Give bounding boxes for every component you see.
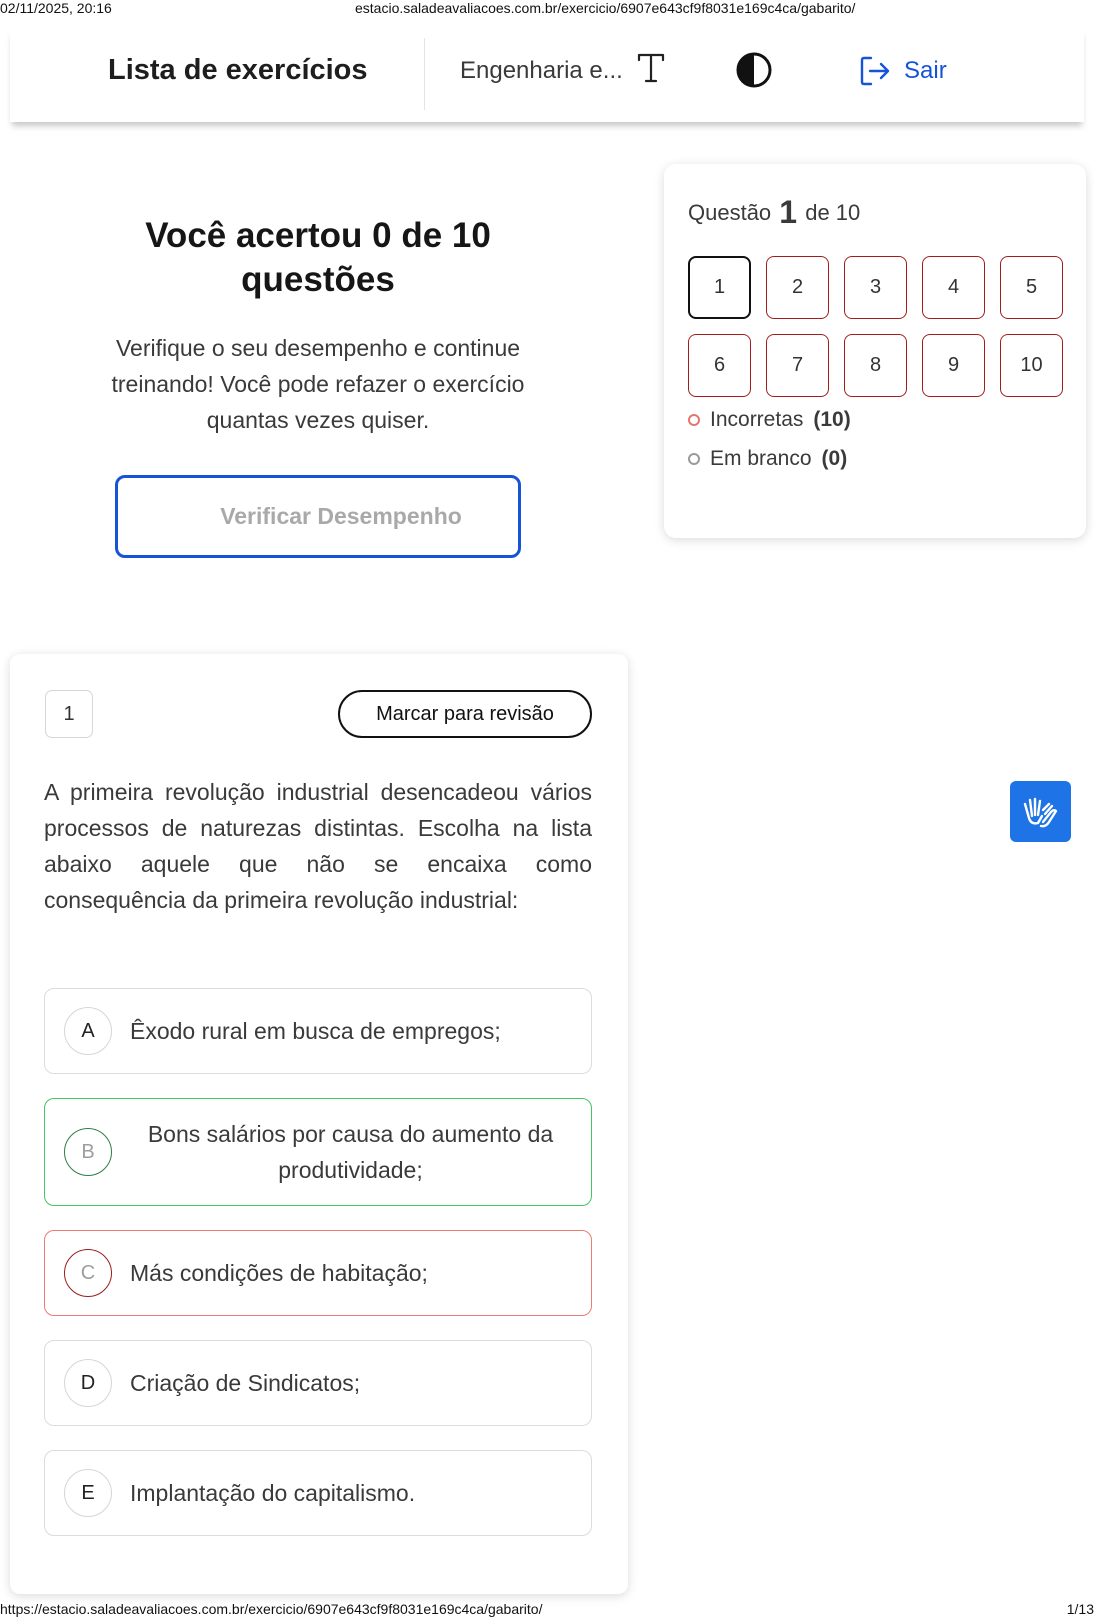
result-title: Você acertou 0 de 10 questões [145, 216, 491, 299]
question-counter [688, 194, 860, 231]
question-nav-button[interactable]: 1 [688, 256, 751, 319]
question-nav-button[interactable]: 5 [1000, 256, 1063, 319]
legend-incorrect [688, 408, 851, 432]
question-nav-button[interactable]: 9 [922, 334, 985, 397]
question-nav-button[interactable]: 10 [1000, 334, 1063, 397]
app-header [10, 28, 1084, 122]
course-name[interactable]: Engenharia e... [460, 57, 623, 84]
mark-for-review-button[interactable]: Marcar para revisão [338, 690, 592, 738]
question-counter-suffix: de 10 [805, 200, 861, 225]
question-counter-prefix: Questão [688, 200, 772, 225]
option-b-correct[interactable] [44, 1098, 592, 1206]
question-nav-button[interactable]: 7 [766, 334, 829, 397]
result-description: Verifique o seu desempenho e continue treinando! Você pode refazer o exercício quantas vezes quiser. [111, 335, 525, 433]
question-nav-button[interactable]: 2 [766, 256, 829, 319]
print-page-counter: 1/13 [1066, 1601, 1094, 1617]
header-divider [424, 38, 425, 110]
legend-incorrect-label: Incorretas [710, 408, 804, 431]
print-timestamp: 02/11/2025, 20:16 [0, 0, 112, 16]
question-number-badge: 1 [45, 690, 93, 738]
option-text: Más condições de habitação; [130, 1260, 428, 1286]
verify-performance-button[interactable]: Verificar Desempenho [115, 475, 521, 558]
option-text: Implantação do capitalismo. [130, 1480, 416, 1506]
libras-accessibility-button[interactable] [1010, 781, 1071, 842]
page-title: Lista de exercícios [108, 54, 368, 86]
option-letter: A [64, 1007, 112, 1055]
option-letter: E [64, 1469, 112, 1517]
option-text: Bons salários por causa do aumento da produtividade; [147, 1121, 554, 1183]
question-nav-button[interactable]: 8 [844, 334, 907, 397]
option-a[interactable] [44, 988, 592, 1074]
font-size-icon[interactable] [634, 48, 668, 88]
question-grid [688, 256, 1063, 397]
question-stem: A primeira revolução industrial desencadeou vários processos de naturezas distintas. Escolha na lista abaixo aquele que não se encaixa como consequência da primeira revolução industrial: [44, 779, 592, 913]
blank-dot-icon [688, 453, 700, 465]
legend-blank-count: (0) [821, 447, 848, 470]
incorrect-dot-icon [688, 414, 700, 426]
option-letter: C [64, 1249, 112, 1297]
print-url: estacio.saladeavaliacoes.com.br/exercicio/6907e643cf9f8031e169c4ca/gabarito/ [355, 0, 856, 16]
question-nav-button[interactable]: 3 [844, 256, 907, 319]
print-header [0, 0, 1094, 18]
option-c-wrong[interactable] [44, 1230, 592, 1316]
question-nav-button[interactable]: 6 [688, 334, 751, 397]
print-footer-url: https://estacio.saladeavaliacoes.com.br/exercicio/6907e643cf9f8031e169c4ca/gabarito/ [0, 1601, 543, 1617]
option-d[interactable] [44, 1340, 592, 1426]
logout-button[interactable] [858, 54, 947, 88]
question-nav-button[interactable]: 4 [922, 256, 985, 319]
question-navigator [664, 164, 1086, 538]
legend-incorrect-count: (10) [813, 408, 851, 431]
question-card [10, 654, 628, 1594]
option-text: Êxodo rural em busca de empregos; [130, 1018, 501, 1044]
option-e[interactable] [44, 1450, 592, 1536]
option-text: Criação de Sindicatos; [130, 1370, 361, 1396]
sign-language-hands-icon [1021, 792, 1061, 832]
logout-label: Sair [904, 57, 947, 84]
legend-blank [688, 447, 847, 471]
logout-icon [858, 54, 892, 88]
legend-blank-label: Em branco [710, 447, 812, 470]
question-counter-current: 1 [779, 194, 798, 230]
option-letter: D [64, 1359, 112, 1407]
option-letter: B [64, 1128, 112, 1176]
contrast-icon[interactable] [734, 50, 774, 90]
print-footer [0, 1601, 1094, 1621]
